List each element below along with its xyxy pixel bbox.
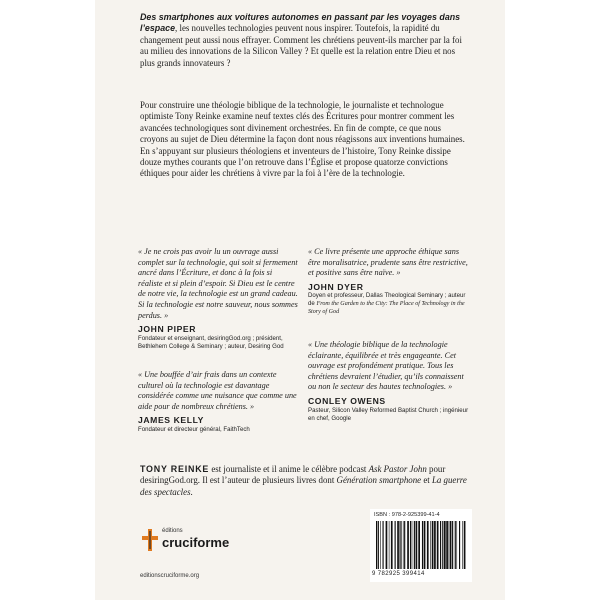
barcode-bar <box>456 521 457 569</box>
barcode-bar <box>444 521 446 569</box>
author-bio <box>140 464 470 498</box>
barcode-bar <box>401 521 402 569</box>
cross-logo-icon <box>140 527 160 553</box>
quote-author: CONLEY OWENS <box>308 395 386 406</box>
publisher-prefix: éditions <box>162 528 183 534</box>
barcode-bar <box>397 521 399 569</box>
barcode-bar <box>422 521 423 569</box>
barcode-bar <box>376 521 377 569</box>
endorsement-john-piper <box>138 247 298 351</box>
quote-author-role: Fondateur et directeur général, FaithTech <box>138 425 250 433</box>
isbn-number: ISBN : 978-2-925399-41-4 <box>374 512 440 518</box>
quote-author: JAMES KELLY <box>138 415 204 426</box>
barcode-bar <box>452 521 453 569</box>
quote-text: « Ce livre présente une approche éthique sans être moralisatrice, prudente sans être restrictive, et positive sans être naïve. » <box>308 247 468 278</box>
barcode-bar <box>380 521 381 569</box>
barcode-bars <box>374 521 468 569</box>
barcode-bar <box>403 521 404 569</box>
barcode-bar <box>404 521 405 569</box>
barcode-bar <box>434 521 436 569</box>
bio-text: et <box>421 475 432 486</box>
barcode-bar <box>378 521 379 569</box>
barcode-bar <box>455 521 456 569</box>
barcode-bar <box>424 521 426 569</box>
intro-paragraph <box>140 12 470 69</box>
description-text: Pour construire une théologie biblique de la technologie, le journaliste et technologue optimiste Tony Reinke examine neuf textes clés des Écritures pour montrer comment les avancées technologiques sont divinement orchestrées. En fin de compte, ce que nous croyons au sujet de Dieu détermine la façon dont nous réagissons aux inventions humaines. En s’appuyant sur plusieurs théologiens et inventeurs de l’histoire, Tony Reinke dissipe douze mythes courants que l’on retrouve dans l’Église et propose quatorze convictions éthiques pour aider les chrétiens à vivre par la foi à l’ère de la technologie. <box>140 100 465 179</box>
barcode-bar <box>432 521 434 569</box>
author-name: TONY REINKE <box>140 464 210 474</box>
barcode-bar <box>446 521 448 569</box>
barcode-bar <box>389 521 390 569</box>
barcode-bar <box>464 521 466 569</box>
book-back-cover <box>95 0 505 600</box>
barcode-bar <box>418 521 420 569</box>
quote-author-role <box>308 292 470 316</box>
bio-text: est journaliste et il anime le célèbre podcast <box>209 464 369 474</box>
barcode-bar <box>462 521 463 569</box>
barcode-bar <box>407 521 409 569</box>
isbn-barcode <box>370 509 472 582</box>
quote-author: JOHN DYER <box>308 281 364 292</box>
publisher-logo <box>140 526 250 556</box>
podcast-title: Ask Pastor John <box>368 464 427 474</box>
barcode-bar <box>410 521 411 569</box>
barcode-bar <box>440 521 441 569</box>
quote-author-role: Fondateur et enseignant, desiringGod.org ; président, Bethlehem College & Seminary ; auteur, Desiring God <box>138 334 284 350</box>
barcode-bar <box>400 521 401 569</box>
intro-text: , les nouvelles technologies peuvent nous inspirer. Toutefois, la rapidité du changement peut aussi nous effrayer. Comment les chrétiens peuvent-ils marcher par la foi au milieu des innovations de la Silicon Valley ? Et quelle est la relation entre Dieu et nos plus grands innovateurs ? <box>140 23 462 68</box>
role-text: Doyen et professeur, Dallas Theological Seminary ; auteur de <box>308 292 466 308</box>
quote-text: « Je ne crois pas avoir lu un ouvrage aussi complet sur la technologie, qui soit si fermement ancré dans l’Écriture, et donc à la fois si réaliste et si plein d’espoir. Si Dieu est le centre de notre vie, la technologie est un grand cadeau. Si la technologie est notre sauveur, nous sommes perdus. » <box>138 247 298 320</box>
quote-author: JOHN PIPER <box>138 324 197 335</box>
barcode-bar <box>450 521 452 569</box>
endorsement-john-dyer <box>308 247 470 316</box>
book-title: Génération smartphone <box>336 475 422 486</box>
bio-text: . <box>190 486 193 497</box>
role-book-title: From the Garden to the City: The Place of Technology in the Story of God <box>308 301 465 316</box>
description-paragraph <box>140 100 470 180</box>
barcode-digits: 9 782925 399414 <box>372 571 425 577</box>
barcode-bar <box>449 521 450 569</box>
publisher-name: cruciforme <box>162 535 230 550</box>
barcode-bar <box>442 521 443 569</box>
barcode-bar <box>459 521 460 569</box>
barcode-bar <box>437 521 439 569</box>
quote-text: « Une bouffée d’air frais dans un contexte culturel où la technologie est davantage considérée comme une nuisance que comme une aide pour de nombreux chrétiens. » <box>138 370 297 411</box>
endorsement-conley-owens <box>308 340 470 423</box>
bio-text: pour desiringGod.org. Il est l’auteur de plusieurs livres dont <box>140 464 446 486</box>
barcode-bar <box>416 521 418 569</box>
barcode-bar <box>412 521 413 569</box>
barcode-bar <box>414 521 415 569</box>
barcode-bar <box>427 521 429 569</box>
publisher-website: editionscruciforme.org <box>140 573 200 579</box>
quote-text: « Une théologie biblique de la technologie éclairante, équilibrée et très engageante. Cet ouvrage est profondément pratique. Tous les chrétiens devraient l’étudier, qu’ils connaissent ou non le secteur des hautes technologies. » <box>308 340 464 392</box>
quote-author-role: Pasteur, Silicon Valley Reformed Baptist Church ; ingénieur en chef, Google <box>308 406 469 422</box>
book-title: La guerre des spectacles <box>140 475 467 497</box>
barcode-bar <box>391 521 393 569</box>
barcode-bar <box>386 521 388 569</box>
barcode-bar <box>383 521 384 569</box>
endorsement-james-kelly <box>138 370 298 434</box>
barcode-bar <box>430 521 431 569</box>
barcode-bar <box>395 521 396 569</box>
intro-lead: Des smartphones aux voitures autonomes en passant par les voyages dans l’espace <box>140 12 461 34</box>
